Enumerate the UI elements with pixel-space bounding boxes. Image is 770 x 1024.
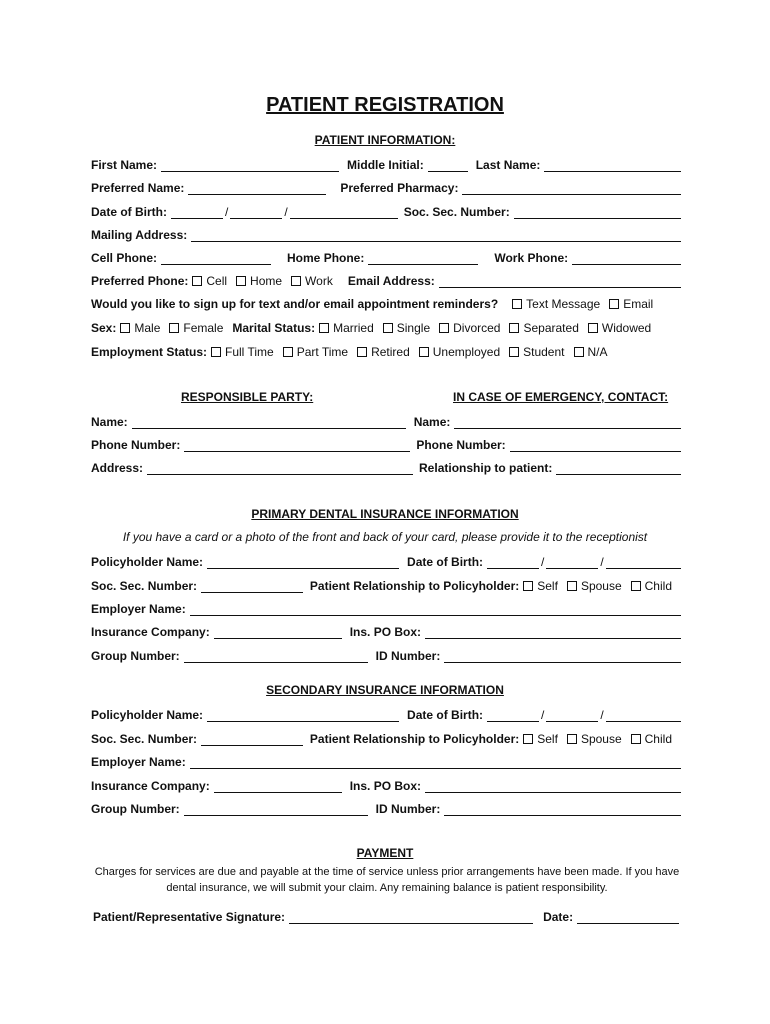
s-policyholder-label: Policyholder Name:	[91, 708, 204, 722]
p-po-box-label: Ins. PO Box:	[349, 625, 422, 639]
rp-address-label: Address:	[91, 461, 144, 475]
s-ssn-row	[91, 728, 681, 746]
preferred-phone-label: Preferred Phone:	[91, 274, 189, 288]
ec-relationship-field[interactable]	[556, 461, 681, 475]
checkbox-icon[interactable]	[236, 276, 246, 286]
preferred-phone-cell-option[interactable]: Cell	[192, 274, 227, 288]
s-dob-label: Date of Birth:	[407, 708, 484, 722]
s-po-box-field[interactable]	[425, 779, 681, 793]
last-name-label: Last Name:	[475, 158, 541, 172]
preferred-name-label: Preferred Name:	[91, 181, 185, 195]
emergency-contact-heading: IN CASE OF EMERGENCY, CONTACT:	[453, 390, 669, 404]
date-field[interactable]	[577, 910, 679, 924]
reminder-email-option[interactable]: Email	[609, 297, 653, 311]
p-company-field[interactable]	[214, 625, 342, 639]
checkbox-icon[interactable]	[211, 347, 221, 357]
rp-phone-label: Phone Number:	[91, 438, 181, 452]
insurance-card-note: If you have a card or a photo of the front and back of your card, please provide it to the receptionist	[122, 530, 648, 544]
employment-retired-option[interactable]: Retired	[357, 345, 410, 359]
middle-initial-field[interactable]	[428, 158, 468, 172]
home-phone-field[interactable]	[368, 251, 478, 265]
rp-address-row	[91, 457, 681, 475]
s-employer-label: Employer Name:	[91, 755, 186, 769]
primary-insurance-heading: PRIMARY DENTAL INSURANCE INFORMATION	[251, 507, 519, 521]
s-company-row	[91, 775, 681, 793]
phones-row	[91, 247, 681, 265]
s-po-box-label: Ins. PO Box:	[349, 779, 422, 793]
checkbox-icon[interactable]	[169, 323, 179, 333]
checkbox-icon[interactable]	[383, 323, 393, 333]
s-company-label: Insurance Company:	[91, 779, 210, 793]
checkbox-icon[interactable]	[509, 347, 519, 357]
date-label: Date:	[543, 910, 574, 924]
p-ssn-field[interactable]	[201, 579, 303, 593]
p-group-field[interactable]	[184, 649, 368, 663]
p-policyholder-field[interactable]	[207, 555, 399, 569]
s-company-field[interactable]	[214, 779, 342, 793]
ec-name-label: Name:	[413, 415, 451, 429]
preferred-pharmacy-label: Preferred Pharmacy:	[340, 181, 459, 195]
p-group-label: Group Number:	[91, 649, 180, 663]
p-group-row	[91, 645, 681, 663]
marital-widowed-option[interactable]: Widowed	[588, 321, 651, 335]
sex-label: Sex:	[91, 321, 117, 335]
checkbox-icon[interactable]	[509, 323, 519, 333]
preferred-row	[91, 177, 681, 195]
dob-day-field[interactable]	[230, 205, 282, 219]
s-dob-day-field[interactable]	[546, 708, 598, 722]
checkbox-icon[interactable]	[192, 276, 202, 286]
p-relationship-label: Patient Relationship to Policyholder:	[309, 579, 520, 593]
reminders-question: Would you like to sign up for text and/or email appointment reminders?	[91, 297, 499, 311]
p-ssn-row	[91, 575, 681, 593]
p-id-label: ID Number:	[375, 649, 441, 663]
dob-year-field[interactable]	[290, 205, 398, 219]
checkbox-icon[interactable]	[419, 347, 429, 357]
s-ssn-field[interactable]	[201, 732, 303, 746]
s-policyholder-field[interactable]	[207, 708, 399, 722]
checkbox-icon[interactable]	[523, 734, 533, 744]
mailing-address-row	[91, 224, 681, 242]
checkbox-icon[interactable]	[523, 581, 533, 591]
payment-terms: Charges for services are due and payable at the time of service unless prior arrangements have been made. If you have dental insurance, we will submit your claim. Any remaining balance is patient responsibility.	[94, 866, 680, 894]
cell-phone-label: Cell Phone:	[91, 251, 158, 265]
checkbox-icon[interactable]	[631, 581, 641, 591]
patient-info-heading: PATIENT INFORMATION:	[314, 133, 456, 147]
p-relationship-child-option[interactable]: Child	[631, 579, 672, 593]
s-employer-row	[91, 751, 681, 769]
s-dob-month-field[interactable]	[487, 708, 539, 722]
s-relationship-label: Patient Relationship to Policyholder:	[309, 732, 520, 746]
s-id-label: ID Number:	[375, 802, 441, 816]
checkbox-icon[interactable]	[283, 347, 293, 357]
marital-divorced-option[interactable]: Divorced	[439, 321, 500, 335]
sex-marital-row	[91, 317, 681, 335]
p-company-label: Insurance Company:	[91, 625, 210, 639]
responsible-party-heading: RESPONSIBLE PARTY:	[181, 390, 314, 404]
s-group-label: Group Number:	[91, 802, 180, 816]
employment-status-label: Employment Status:	[91, 345, 208, 359]
checkbox-icon[interactable]	[567, 581, 577, 591]
s-policyholder-row: Policyholder Name: Date of Birth: / /	[91, 704, 681, 722]
p-dob-year-field[interactable]	[606, 555, 681, 569]
checkbox-icon[interactable]	[319, 323, 329, 333]
first-name-field[interactable]	[161, 158, 339, 172]
checkbox-icon[interactable]	[357, 347, 367, 357]
reminders-row	[91, 293, 681, 311]
last-name-field[interactable]	[544, 158, 681, 172]
s-relationship-child-option[interactable]: Child	[631, 732, 672, 746]
rp-phone-field[interactable]	[184, 438, 410, 452]
email-label: Email Address:	[347, 274, 435, 288]
ec-relationship-label: Relationship to patient:	[419, 461, 553, 475]
s-group-field[interactable]	[184, 802, 368, 816]
preferred-name-field[interactable]	[188, 181, 326, 195]
mailing-address-field[interactable]	[191, 228, 681, 242]
p-relationship-spouse-option[interactable]: Spouse	[567, 579, 622, 593]
p-dob-day-field[interactable]	[546, 555, 598, 569]
work-phone-field[interactable]	[572, 251, 681, 265]
checkbox-icon[interactable]	[512, 299, 522, 309]
checkbox-icon[interactable]	[609, 299, 619, 309]
signature-row	[93, 906, 679, 924]
employment-full-time-option[interactable]: Full Time	[211, 345, 274, 359]
rp-address-field[interactable]	[147, 461, 413, 475]
home-phone-label: Home Phone:	[287, 251, 365, 265]
preferred-phone-row	[91, 270, 681, 288]
employment-student-option[interactable]: Student	[509, 345, 564, 359]
p-employer-field[interactable]	[190, 602, 681, 616]
dob-month-field[interactable]	[171, 205, 223, 219]
mailing-address-label: Mailing Address:	[91, 228, 188, 242]
checkbox-icon[interactable]	[631, 734, 641, 744]
p-employer-row	[91, 598, 681, 616]
signature-field[interactable]	[289, 910, 533, 924]
preferred-phone-home-option[interactable]: Home	[236, 274, 282, 288]
rp-phone-row	[91, 434, 681, 452]
page-title: PATIENT REGISTRATION	[266, 94, 504, 116]
s-relationship-spouse-option[interactable]: Spouse	[567, 732, 622, 746]
p-po-box-field[interactable]	[425, 625, 681, 639]
sex-female-option[interactable]: Female	[169, 321, 223, 335]
cell-phone-field[interactable]	[161, 251, 271, 265]
employment-row	[91, 341, 681, 359]
p-employer-label: Employer Name:	[91, 602, 186, 616]
s-employer-field[interactable]	[190, 755, 681, 769]
employment-na-option[interactable]: N/A	[574, 345, 608, 359]
checkbox-icon[interactable]	[588, 323, 598, 333]
marital-married-option[interactable]: Married	[319, 321, 374, 335]
checkbox-icon[interactable]	[439, 323, 449, 333]
sex-male-option[interactable]: Male	[120, 321, 160, 335]
s-ssn-label: Soc. Sec. Number:	[91, 732, 198, 746]
p-relationship-self-option[interactable]: Self	[523, 579, 558, 593]
employment-part-time-option[interactable]: Part Time	[283, 345, 348, 359]
marital-separated-option[interactable]: Separated	[509, 321, 578, 335]
ec-phone-field[interactable]	[510, 438, 681, 452]
p-policyholder-row: Policyholder Name: Date of Birth: / /	[91, 551, 681, 569]
s-group-row	[91, 798, 681, 816]
email-field[interactable]	[439, 274, 681, 288]
ec-name-field[interactable]	[454, 415, 681, 429]
checkbox-icon[interactable]	[574, 347, 584, 357]
secondary-insurance-heading: SECONDARY INSURANCE INFORMATION	[266, 683, 504, 697]
ssn-field[interactable]	[514, 205, 681, 219]
payment-heading: PAYMENT	[356, 846, 414, 860]
first-name-label: First Name:	[91, 158, 158, 172]
p-dob-month-field[interactable]	[487, 555, 539, 569]
middle-initial-label: Middle Initial:	[347, 158, 424, 172]
dob-ssn-row: Date of Birth: / / Soc. Sec. Number:	[91, 201, 681, 219]
rp-name-field[interactable]	[132, 415, 406, 429]
preferred-pharmacy-field[interactable]	[462, 181, 681, 195]
p-company-row	[91, 621, 681, 639]
rp-name-row	[91, 411, 681, 429]
ssn-label: Soc. Sec. Number:	[403, 205, 510, 219]
reminder-text-option[interactable]: Text Message	[512, 297, 600, 311]
p-dob-label: Date of Birth:	[407, 555, 484, 569]
checkbox-icon[interactable]	[120, 323, 130, 333]
marital-single-option[interactable]: Single	[383, 321, 430, 335]
p-ssn-label: Soc. Sec. Number:	[91, 579, 198, 593]
marital-status-label: Marital Status:	[232, 321, 316, 335]
signature-label: Patient/Representative Signature:	[93, 910, 286, 924]
preferred-phone-work-option[interactable]: Work	[291, 274, 333, 288]
name-row	[91, 154, 681, 172]
employment-unemployed-option[interactable]: Unemployed	[419, 345, 500, 359]
s-relationship-self-option[interactable]: Self	[523, 732, 558, 746]
work-phone-label: Work Phone:	[494, 251, 569, 265]
p-id-field[interactable]	[444, 649, 681, 663]
checkbox-icon[interactable]	[291, 276, 301, 286]
s-dob-year-field[interactable]	[606, 708, 681, 722]
p-policyholder-label: Policyholder Name:	[91, 555, 204, 569]
ec-phone-label: Phone Number:	[416, 438, 506, 452]
checkbox-icon[interactable]	[567, 734, 577, 744]
dob-label: Date of Birth:	[91, 205, 167, 219]
s-id-field[interactable]	[444, 802, 681, 816]
rp-name-label: Name:	[91, 415, 128, 429]
